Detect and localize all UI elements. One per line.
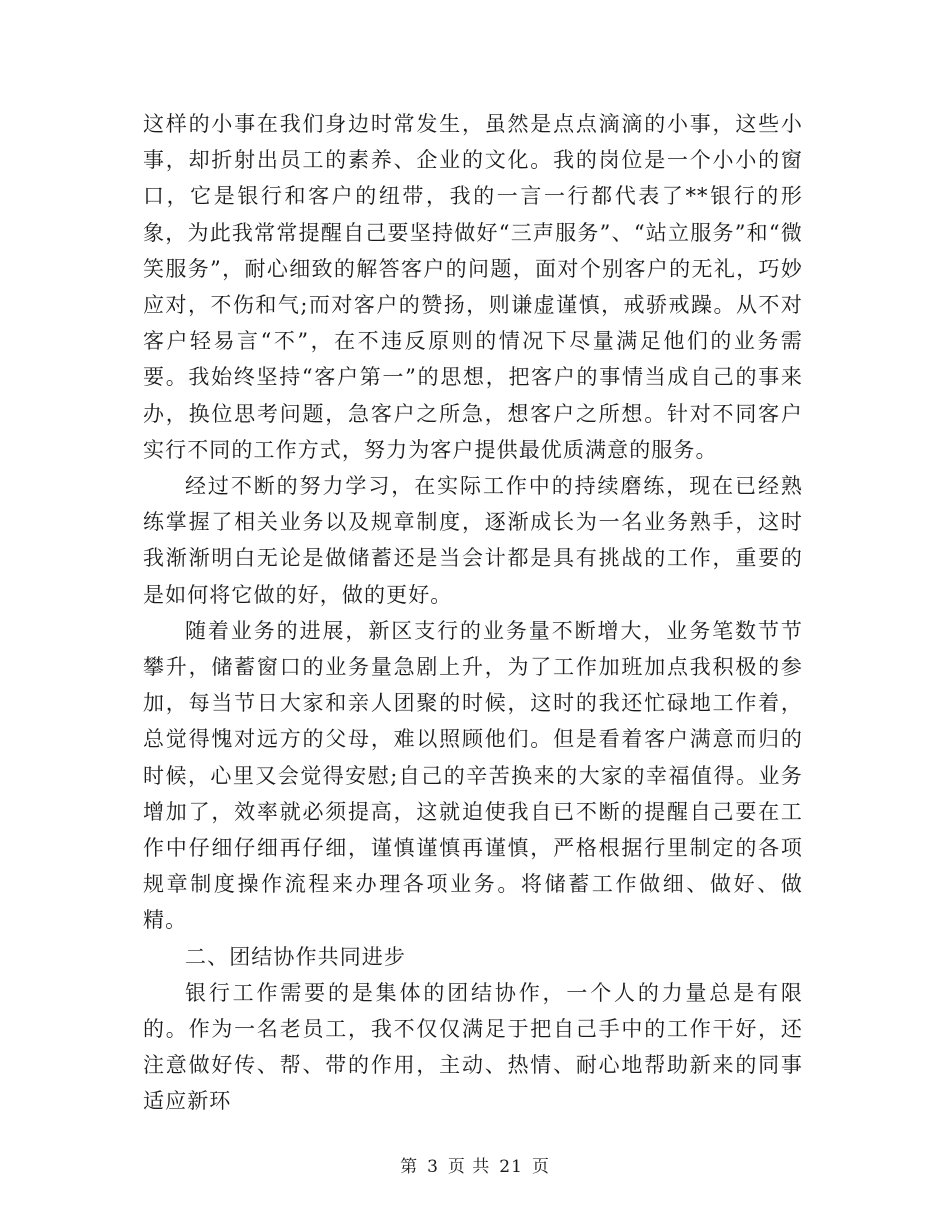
- paragraph-3: 随着业务的进展，新区支行的业务量不断增大，业务笔数节节攀升，储蓄窗口的业务量急剧上升，为了工作加班加点我积极的参加，每当节日大家和亲人团聚的时候，这时的我还忙碌地工作着，总觉得愧对远方的父母，难以照顾他们。但是看着客户满意而归的时候，心里又会觉得安慰;自己的辛苦换来的大家的幸福值得。业务增加了，效率就必须提高，这就迫使我自已不断的提醒自己要在工作中仔细仔细再仔细，谨慎谨慎再谨慎，严格根据行里制定的各项规章制度操作流程来办理各项业务。将储蓄工作做细、做好、做精。: [143, 618, 803, 933]
- footer-page-number: 3: [427, 1157, 439, 1177]
- page-footer: [0, 1152, 950, 1177]
- document-body: [143, 106, 803, 1120]
- paragraph-2: 经过不断的努力学习，在实际工作中的持续磨练，现在已经熟练掌握了相关业务以及规章制度，逐渐成长为一名业务熟手，这时我渐渐明白无论是做储蓄还是当会计都是具有挑战的工作，重要的是如何将它做的好，做的更好。: [143, 474, 803, 607]
- footer-prefix: 第: [400, 1157, 419, 1177]
- footer-middle: 页 共: [447, 1157, 491, 1177]
- footer-suffix: 页: [531, 1157, 550, 1177]
- paragraph-4: 银行工作需要的是集体的团结协作，一个人的力量总是有限的。作为一名老员工，我不仅仅满足于把自己手中的工作干好，还注意做好传、帮、带的作用，主动、热情、耐心地帮助新来的同事适应新环: [143, 980, 803, 1114]
- footer-total-pages: 21: [499, 1157, 523, 1177]
- section-heading: 二、团结协作共同进步: [185, 944, 406, 969]
- paragraph-1: 这样的小事在我们身边时常发生，虽然是点点滴滴的小事，这些小事，却折射出员工的素养、企业的文化。我的岗位是一个小小的窗口，它是银行和客户的纽带，我的一言一行都代表了**银行的形象，为此我常常提醒自己要坚持做好“三声服务”、“站立服务”和“微笑服务”，耐心细致的解答客户的问题，面对个别客户的无礼，巧妙应对，不伤和气;而对客户的赞扬，则谦虚谨慎，戒骄戒躁。从不对客户轻易言“不”，在不违反原则的情况下尽量满足他们的业务需要。我始终坚持“客户第一”的思想，把客户的事情当成自己的事来办，换位思考问题，急客户之所急，想客户之所想。针对不同客户实行不同的工作方式，努力为客户提供最优质满意的服务。: [143, 112, 803, 462]
